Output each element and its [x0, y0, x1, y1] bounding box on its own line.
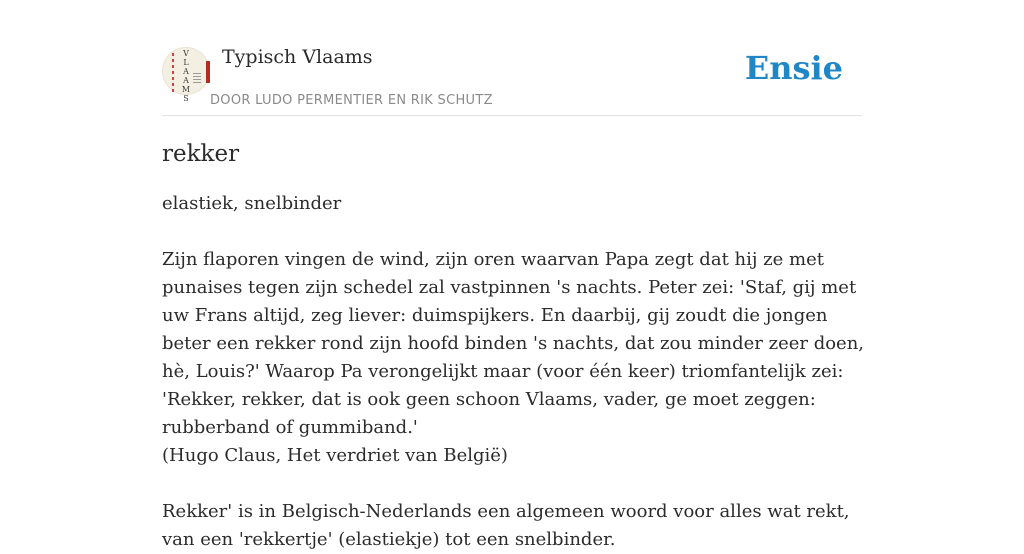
cover-lines-decoration [193, 73, 201, 83]
entry-definition: elastiek, snelbinder [162, 193, 342, 214]
quote-source: (Hugo Claus, Het verdriet van België) [162, 445, 508, 466]
book-cover-avatar[interactable] [162, 47, 210, 103]
cover-red-band [206, 61, 210, 83]
book-authors: DOOR LUDO PERMENTIER EN RIK SCHUTZ [210, 93, 493, 108]
quote-text: Zijn flaporen vingen de wind, zijn oren waarvan Papa zegt dat hij ze met punaises tegen zijn schedel zal vastpinnen 's nachts. Peter zei: 'Staf, gij met uw Frans altijd, zeg liever: duimspijkers. En daarbij, gij zoudt die jongen beter een rekker rond zijn hoofd binden 's nachts, dat zou minder zeer doen, hè, Louis?' Waarop Pa verongelijkt maar (voor één keer) triomfantelijk zei: 'Rekker, rekker, dat is ook geen schoon Vlaams, vader, ge moet zeggen: rubberband of gummiband.' [162, 249, 865, 438]
entry-explanation: Rekker' is in Belgisch-Nederlands een algemeen woord voor alles wat rekt, van een 'rekkertje' (elastiekje) tot een snelbinder. [162, 501, 850, 550]
site-header [162, 44, 862, 116]
cover-text: V L A A M S [181, 49, 191, 103]
entry-content [162, 138, 866, 554]
cover-spine-decoration [172, 53, 174, 93]
entry-quote [162, 246, 866, 470]
entry-term: rekker [162, 141, 240, 167]
book-title-link[interactable]: Typisch Vlaams [222, 46, 373, 68]
ensie-logo-link[interactable]: Ensie [744, 49, 843, 87]
